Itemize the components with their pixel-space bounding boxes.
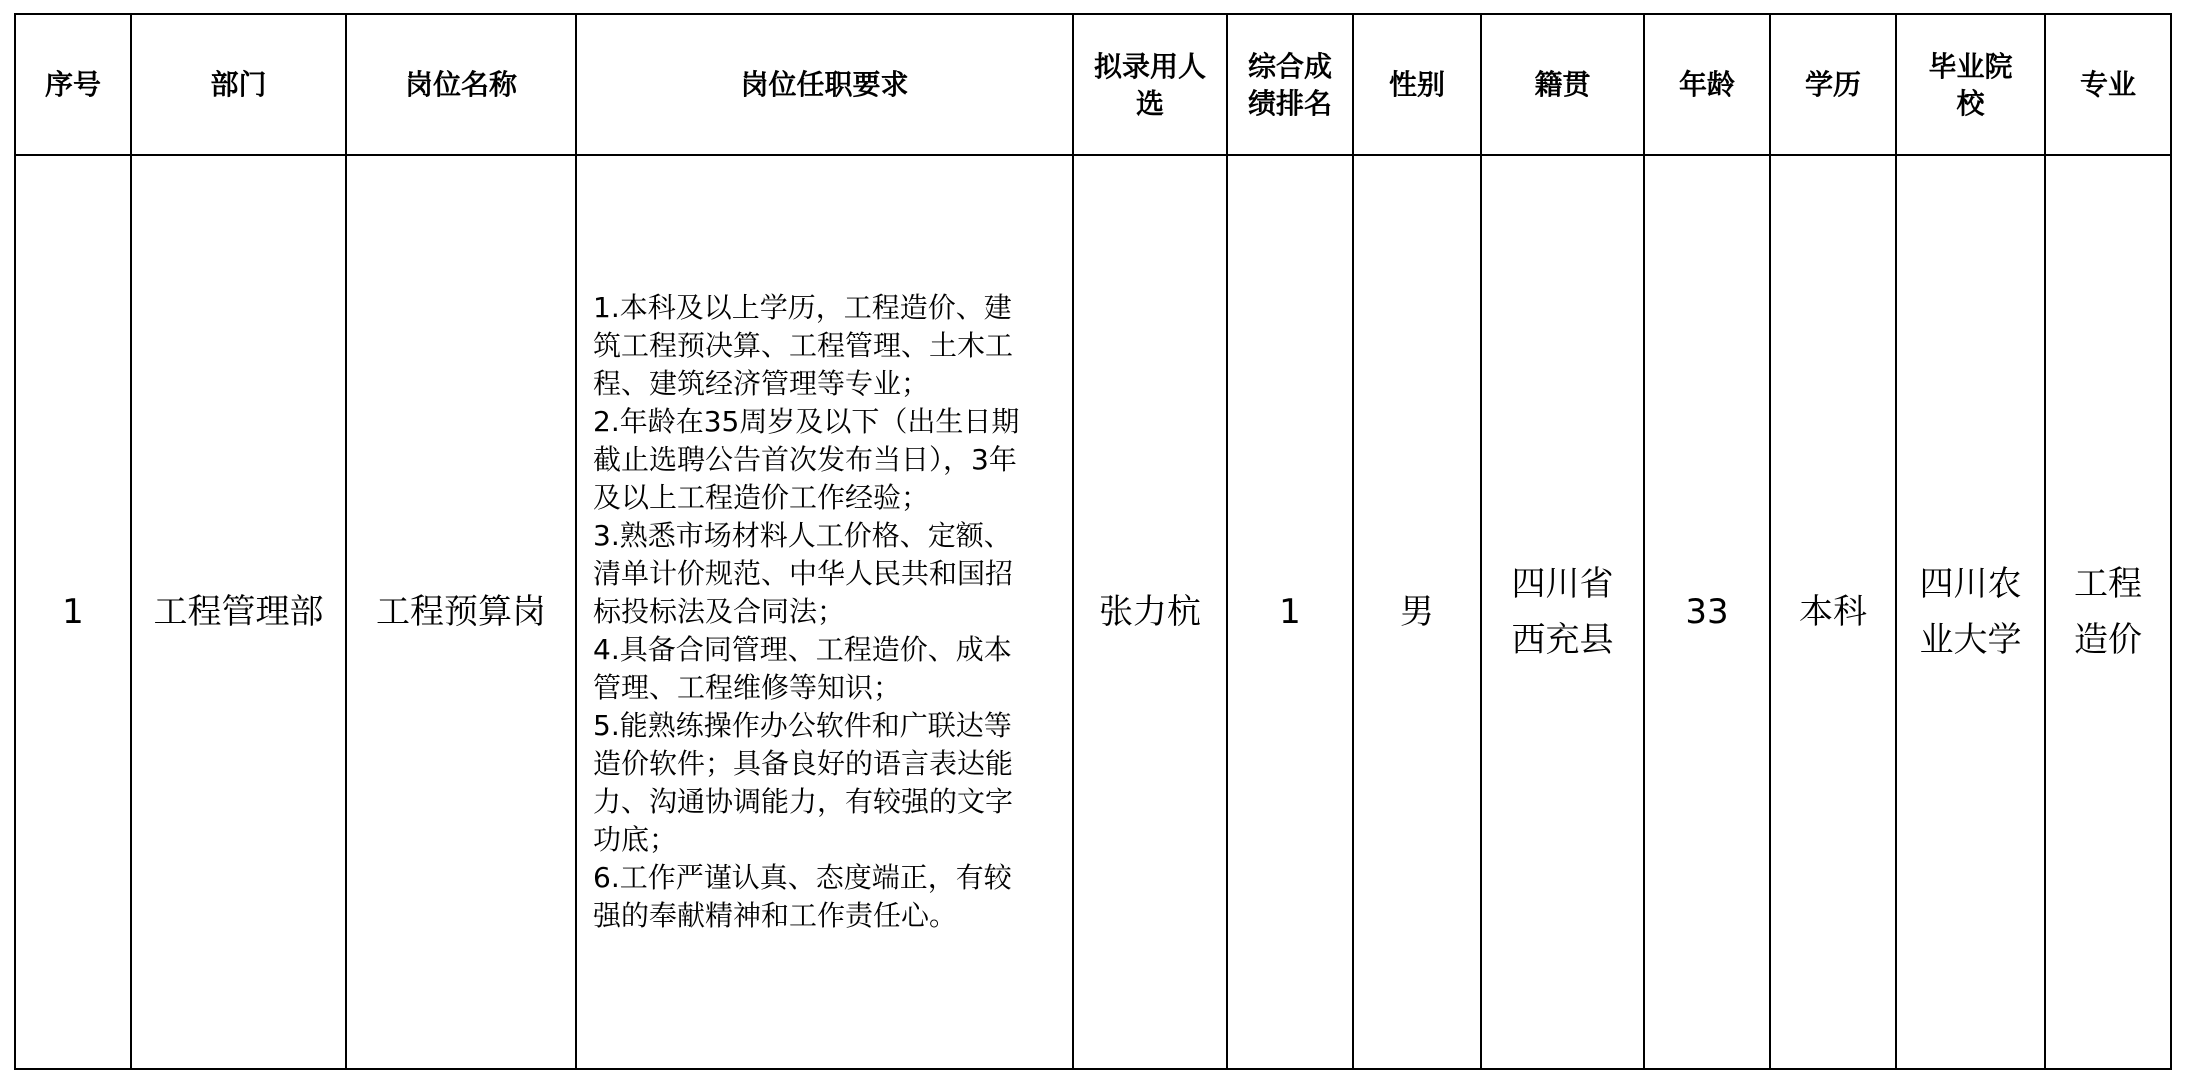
cell-department: 工程管理部 <box>131 155 346 1069</box>
header-index: 序号 <box>15 14 131 155</box>
header-age: 年龄 <box>1644 14 1770 155</box>
cell-candidate: 张力杭 <box>1073 155 1227 1069</box>
cell-requirements <box>576 155 1073 1069</box>
requirement-line: 及以上工程造价工作经验； <box>593 481 930 514</box>
major-text: 工程造价 <box>2074 564 2142 660</box>
cell-rank: 1 <box>1227 155 1353 1069</box>
requirement-line: 清单计价规范、中华人民共和国招 <box>593 557 1014 590</box>
cell-education: 本科 <box>1770 155 1896 1069</box>
requirement-line: 造价软件；具备良好的语言表达能 <box>593 747 1014 780</box>
native-place-text: 四川省西充县 <box>1511 564 1614 660</box>
cell-native-place <box>1481 155 1644 1069</box>
header-native-place: 籍贯 <box>1481 14 1644 155</box>
header-department: 部门 <box>131 14 346 155</box>
requirement-line: 3.熟悉市场材料人工价格、定额、 <box>593 519 1012 552</box>
header-position: 岗位名称 <box>346 14 576 155</box>
table-row <box>15 155 2171 1069</box>
recruitment-table-wrapper <box>14 13 2172 1070</box>
school-text: 四川农业大学 <box>1919 564 2022 660</box>
requirement-line: 标投标法及合同法； <box>593 595 846 628</box>
requirement-line: 6.工作严谨认真、态度端正，有较 <box>593 861 1012 894</box>
header-candidate-label: 拟录用人选 <box>1093 49 1206 120</box>
header-row <box>15 14 2171 155</box>
recruitment-table <box>14 13 2172 1070</box>
cell-age: 33 <box>1644 155 1770 1069</box>
header-education: 学历 <box>1770 14 1896 155</box>
header-gender: 性别 <box>1353 14 1481 155</box>
requirement-line: 截止选聘公告首次发布当日），3年 <box>593 443 1017 476</box>
requirement-line: 管理、工程维修等知识； <box>593 671 902 704</box>
cell-gender: 男 <box>1353 155 1481 1069</box>
requirement-line: 4.具备合同管理、工程造价、成本 <box>593 633 1012 666</box>
header-rank-label: 综合成绩排名 <box>1247 49 1332 120</box>
requirement-line: 2.年龄在35周岁及以下（出生日期 <box>593 405 1020 438</box>
cell-index: 1 <box>15 155 131 1069</box>
requirement-line: 力、沟通协调能力，有较强的文字 <box>593 785 1014 818</box>
cell-position: 工程预算岗 <box>346 155 576 1069</box>
header-rank <box>1227 14 1353 155</box>
requirement-line: 程、建筑经济管理等专业； <box>593 367 930 400</box>
header-candidate <box>1073 14 1227 155</box>
cell-major <box>2045 155 2171 1069</box>
header-school-label: 毕业院校 <box>1928 49 2013 120</box>
cell-school <box>1896 155 2045 1069</box>
header-school <box>1896 14 2045 155</box>
requirement-line: 筑工程预决算、工程管理、土木工 <box>593 329 1014 362</box>
requirement-line: 功底； <box>593 823 678 856</box>
header-requirements: 岗位任职要求 <box>576 14 1073 155</box>
header-major: 专业 <box>2045 14 2171 155</box>
requirement-line: 强的奉献精神和工作责任心。 <box>593 899 958 932</box>
requirement-line: 5.能熟练操作办公软件和广联达等 <box>593 709 1012 742</box>
requirement-line: 1.本科及以上学历，工程造价、建 <box>593 291 1012 324</box>
